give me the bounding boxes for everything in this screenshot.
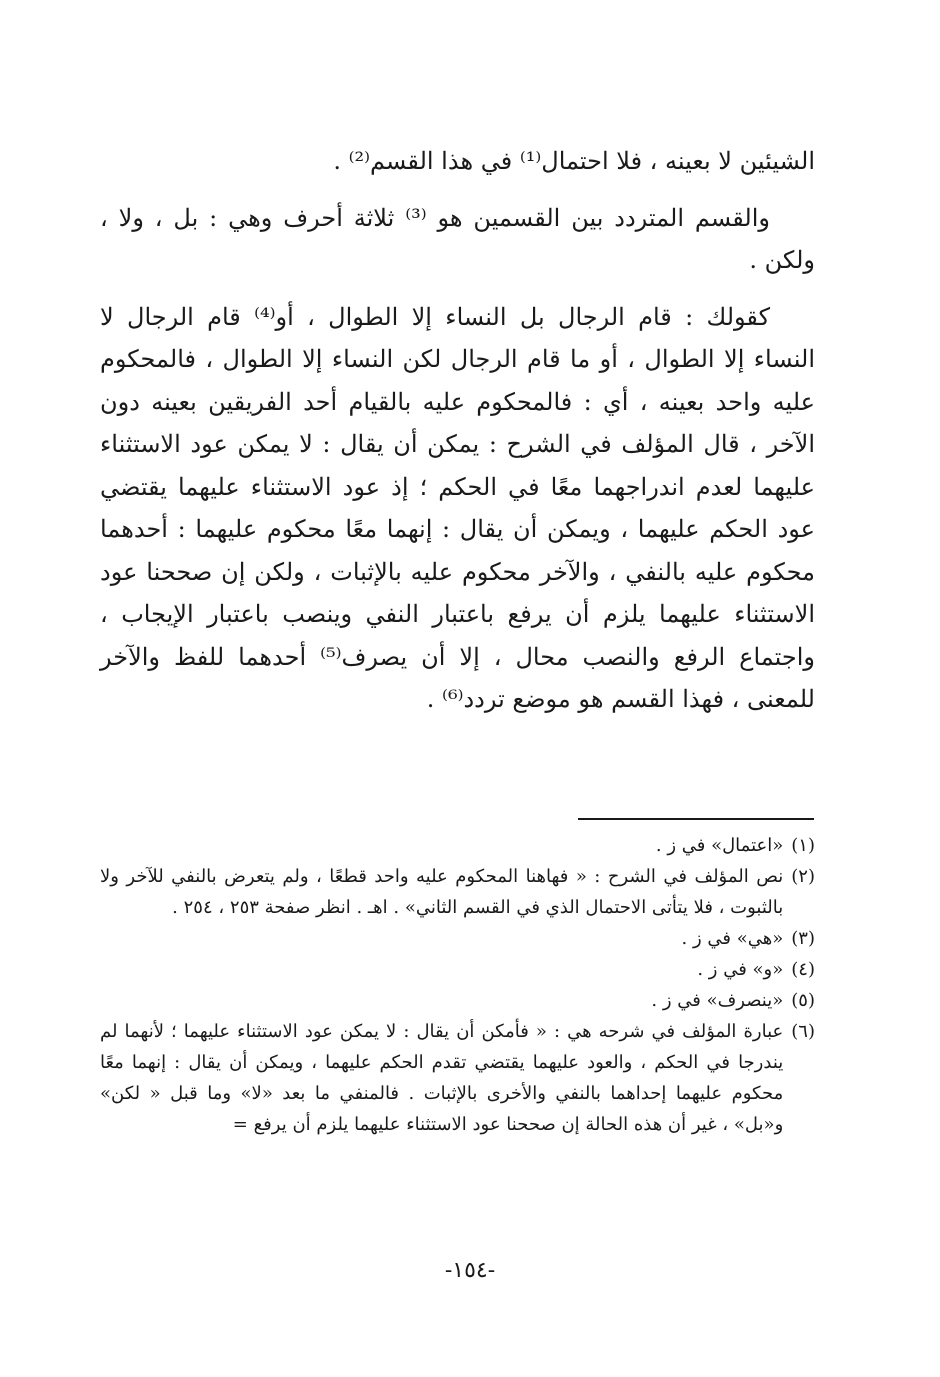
- page-number: -١٥٤-: [444, 1258, 496, 1283]
- footnote-4: [100, 954, 815, 985]
- paragraph-2: والقسم المتردد بين القسمين هو ⁽³⁾ ثلاثة أحرف وهي : بل ، ولا ، ولكن .: [100, 203, 815, 274]
- main-text: [100, 140, 815, 735]
- footnote-text: نص المؤلف في الشرح : « فهاهنا المحكوم عليه واحد قطعًا ، ولم يتعرض بالنفي للآخر ولا بالثبوت ، فلا يتأتى الاحتمال الذي في القسم الثاني» . اهـ . انظر صفحة ٢٥٣ ، ٢٥٤ .: [100, 866, 784, 918]
- footnote-text: «ينصرف» في ز .: [651, 990, 784, 1011]
- footnote-number: (٤): [791, 959, 815, 980]
- footnote-1: [100, 830, 815, 861]
- footnote-number: (٦): [791, 1021, 815, 1042]
- footnote-number: (٣): [791, 928, 815, 949]
- footnote-6: [100, 1016, 815, 1140]
- footnote-text: عبارة المؤلف في شرحه هي : « فأمكن أن يقال : لا يمكن عود الاستثناء عليهما ؛ لأنهما لم يندرجا في الحكم ، والعود عليهما يقتضي تقدم الحكم عليهما ، ويمكن أن يقال : إنهما معًا محكوم عليهما إحداهما بالنفي والأخرى بالإثبات . فالمنفي ما بعد «لا» وما قبل « لكن» و«بل» ، غير أن هذه الحالة إن صححنا عود الاستثناء عليهما يلزم أن يرفع =: [100, 1021, 784, 1135]
- footnote-2: [100, 861, 815, 923]
- paragraph-3: كقولك : قام الرجال بل النساء إلا الطوال ، أو⁽⁴⁾ قام الرجال لا النساء إلا الطوال ، أو ما قام الرجال لكن النساء إلا الطوال ، فالمحكوم عليه واحد بعينه ، أي : فالمحكوم عليه بالقيام أحد الفريقين بعينه دون الآخر ، قال المؤلف في الشرح : يمكن أن يقال : لا يمكن عود الاستثناء عليهما لعدم اندراجهما معًا في الحكم ؛ إذ عود الاستثناء عليهما يقتضي عود الحكم عليهما ، ويمكن أن يقال : إنهما معًا محكوم عليهما : أحدهما محكوم عليه بالنفي ، والآخر محكوم عليه بالإثبات ، ولكن إن صححنا عود الاستثناء عليهما يلزم أن يرفع باعتبار النفي وينصب باعتبار الإيجاب ، واجتماع الرفع والنصب محال ، إلا أن يصرف⁽⁵⁾ أحدهما للفظ والآخر للمعنى ، فهذا القسم هو موضع تردد⁽⁶⁾ .: [100, 302, 816, 713]
- footnote-number: (٥): [791, 990, 815, 1011]
- footnote-number: (١): [791, 835, 815, 856]
- footnotes: [100, 830, 815, 1140]
- footnote-divider: [578, 818, 814, 820]
- paragraph-1: الشيئين لا بعينه ، فلا احتمال⁽¹⁾ في هذا القسم⁽²⁾ .: [333, 147, 815, 175]
- footnote-number: (٢): [791, 866, 815, 887]
- footnote-text: «هي» في ز .: [681, 928, 784, 949]
- footnote-5: [100, 985, 815, 1016]
- footnote-text: «و» في ز .: [697, 959, 784, 980]
- footnote-3: [100, 923, 815, 954]
- footnote-text: «اعتمال» في ز .: [655, 835, 784, 856]
